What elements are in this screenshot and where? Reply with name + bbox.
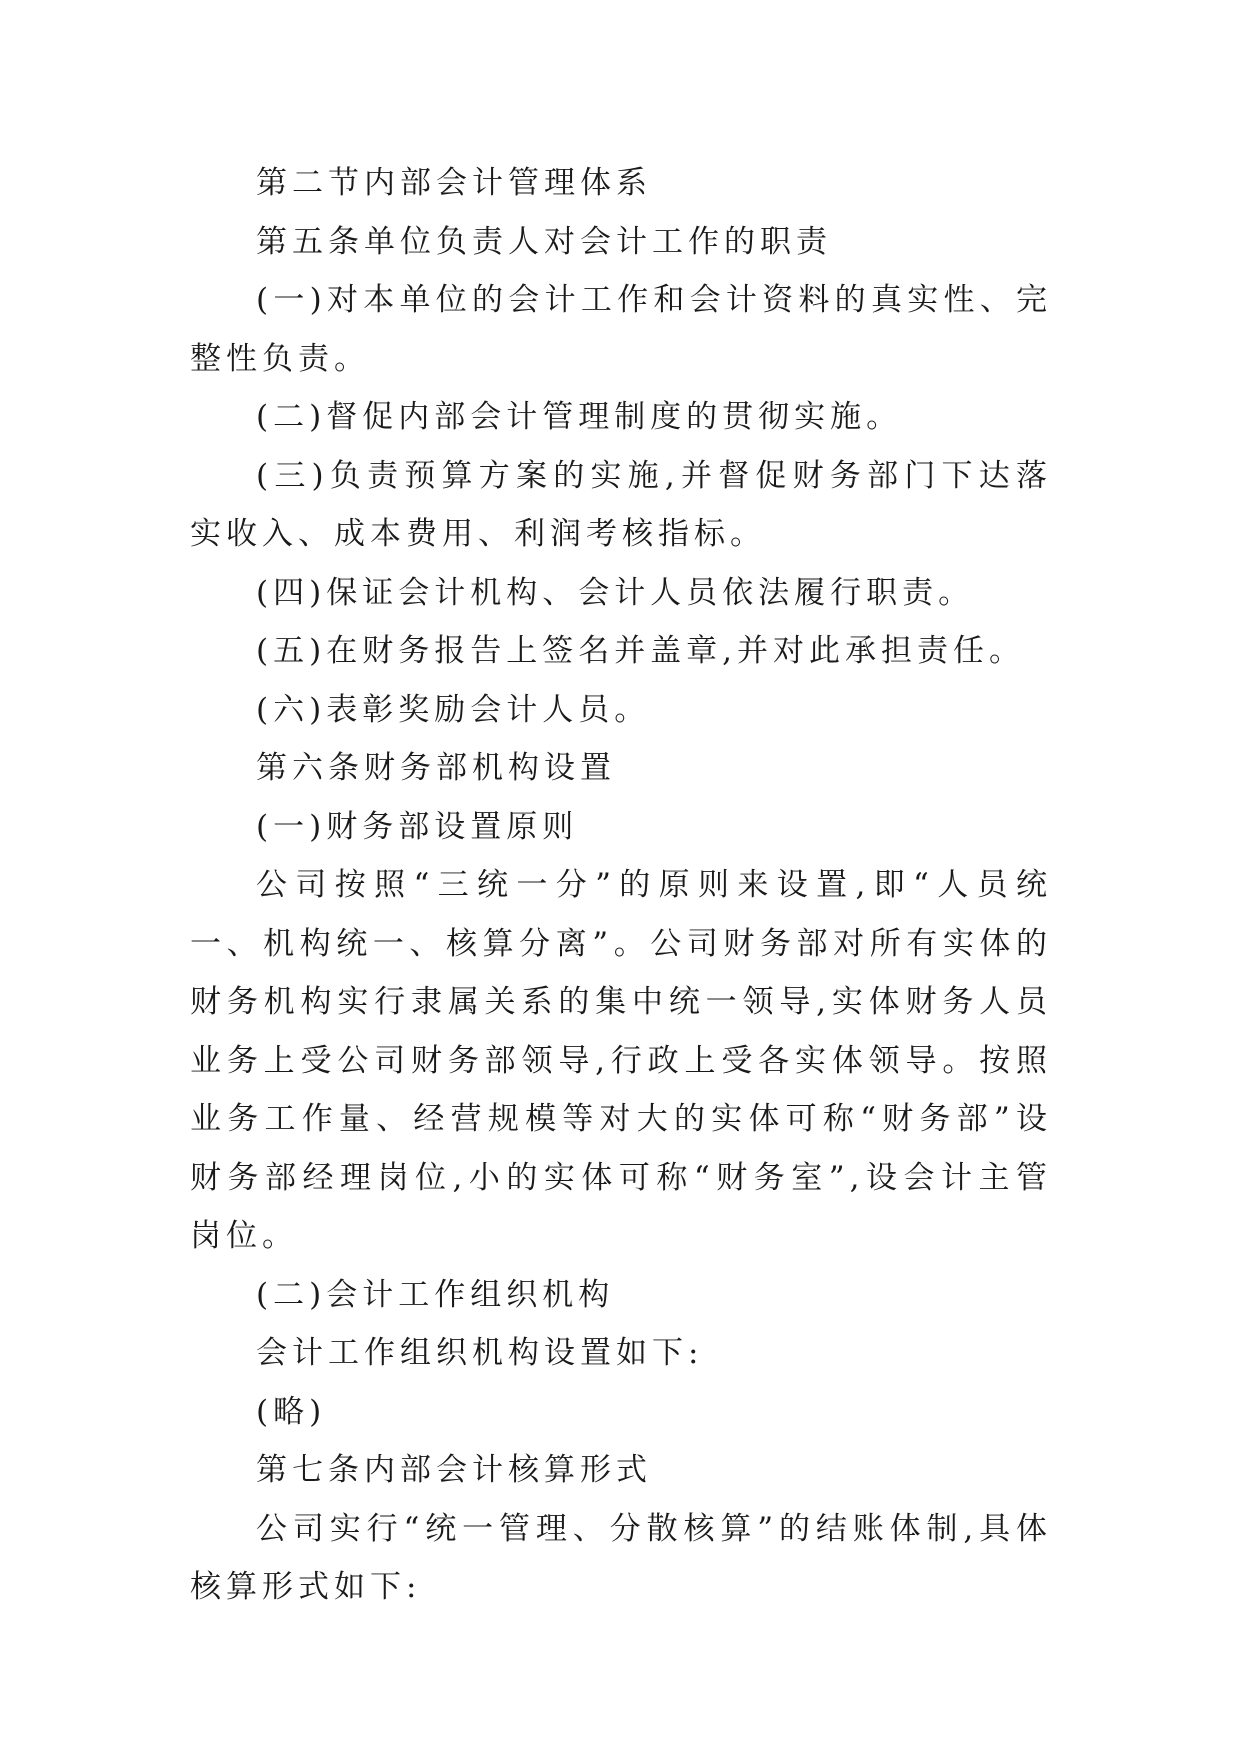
subsection-heading: (二)会计工作组织机构 (256, 1276, 615, 1313)
body-paragraph: 会计工作组织机构设置如下: (256, 1335, 704, 1371)
article-heading: 第七条内部会计核算形式 (256, 1452, 652, 1488)
body-paragraph: 公司实行“统一管理、分散核算”的结账体制,具体核算形式如下: (190, 1510, 1052, 1605)
body-paragraph: (略) (256, 1393, 327, 1430)
list-item: (二)督促内部会计管理制度的贯彻实施。 (256, 399, 903, 435)
body-paragraph: 公司按照“三统一分”的原则来设置,即“人员统一、机构统一、核算分离”。公司财务部对所有实体的财务机构实行隶属关系的集中统一领导,实体财务人员业务上受公司财务部领导,行政上受各实体领导。按照业务工作量、经营规模等对大的实体可称“财务部”设财务部经理岗位,小的实体可称“财务室”,设会计主管岗位。 (190, 867, 1052, 1254)
list-item: (四)保证会计机构、会计人员依法履行职责。 (256, 574, 975, 611)
section-heading: 第二节内部会计管理体系 (256, 165, 652, 201)
list-item: (五)在财务报告上签名并盖章,并对此承担责任。 (256, 633, 1026, 669)
article-heading: 第五条单位负责人对会计工作的职责 (256, 223, 832, 260)
list-item: (一)对本单位的会计工作和会计资料的真实性、完整性负责。 (190, 282, 1052, 377)
subsection-heading: (一)财务部设置原则 (256, 808, 579, 845)
document-body (190, 154, 1052, 1617)
list-item: (六)表彰奖励会计人员。 (256, 691, 651, 728)
article-heading: 第六条财务部机构设置 (256, 750, 616, 786)
list-item: (三)负责预算方案的实施,并督促财务部门下达落实收入、成本费用、利润考核指标。 (190, 457, 1052, 552)
